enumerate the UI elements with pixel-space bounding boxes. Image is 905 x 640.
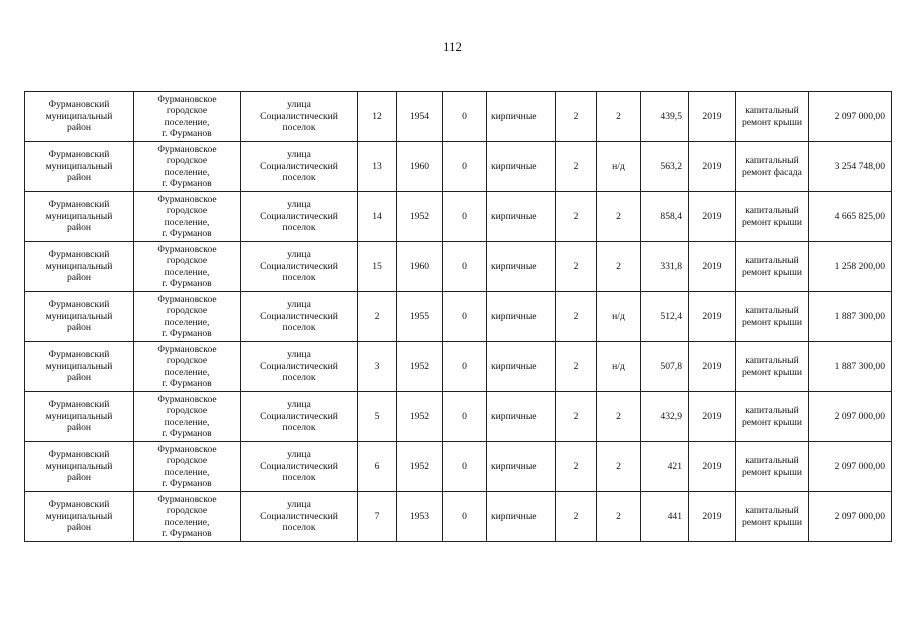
cell-wall-material: кирпичные <box>487 342 556 392</box>
cell-plan-year: 2019 <box>689 392 736 442</box>
cell-wall-material: кирпичные <box>487 392 556 442</box>
cell-area: 858,4 <box>641 192 689 242</box>
cell-district: Фурмановский муниципальный район <box>25 442 134 492</box>
cell-floors: 2 <box>556 442 597 492</box>
cell-entrances: н/д <box>597 142 641 192</box>
cell-house-number: 3 <box>358 342 397 392</box>
cell-district: Фурмановский муниципальный район <box>25 292 134 342</box>
cell-entrances: 2 <box>597 92 641 142</box>
cell-year-built: 1952 <box>397 342 443 392</box>
cell-zero: 0 <box>443 342 487 392</box>
cell-year-built: 1952 <box>397 192 443 242</box>
cell-area: 421 <box>641 442 689 492</box>
cell-house-number: 7 <box>358 492 397 542</box>
cell-street: улица Социалистический поселок <box>241 292 358 342</box>
cell-house-number: 5 <box>358 392 397 442</box>
cell-entrances: н/д <box>597 342 641 392</box>
cell-cost: 2 097 000,00 <box>809 492 892 542</box>
cell-entrances: 2 <box>597 442 641 492</box>
cell-house-number: 12 <box>358 92 397 142</box>
cell-wall-material: кирпичные <box>487 142 556 192</box>
cell-wall-material: кирпичные <box>487 442 556 492</box>
cell-floors: 2 <box>556 242 597 292</box>
cell-floors: 2 <box>556 192 597 242</box>
cell-cost: 2 097 000,00 <box>809 92 892 142</box>
cell-wall-material: кирпичные <box>487 292 556 342</box>
cell-plan-year: 2019 <box>689 442 736 492</box>
cell-work-type: капитальный ремонт крыши <box>736 492 809 542</box>
cell-floors: 2 <box>556 342 597 392</box>
cell-work-type: капитальный ремонт крыши <box>736 292 809 342</box>
cell-zero: 0 <box>443 92 487 142</box>
cell-cost: 4 665 825,00 <box>809 192 892 242</box>
cell-year-built: 1953 <box>397 492 443 542</box>
cell-district: Фурмановский муниципальный район <box>25 92 134 142</box>
cell-zero: 0 <box>443 242 487 292</box>
table-row <box>25 142 892 192</box>
cell-entrances: 2 <box>597 192 641 242</box>
table-row <box>25 192 892 242</box>
table-body <box>25 92 892 542</box>
cell-entrances: 2 <box>597 392 641 442</box>
cell-settlement: Фурмановское городское поселение, г. Фурманов <box>134 192 241 242</box>
cell-year-built: 1960 <box>397 142 443 192</box>
cell-zero: 0 <box>443 442 487 492</box>
cell-wall-material: кирпичные <box>487 492 556 542</box>
cell-area: 432,9 <box>641 392 689 442</box>
cell-floors: 2 <box>556 292 597 342</box>
cell-work-type: капитальный ремонт крыши <box>736 92 809 142</box>
cell-work-type: капитальный ремонт крыши <box>736 242 809 292</box>
cell-settlement: Фурмановское городское поселение, г. Фурманов <box>134 242 241 292</box>
cell-cost: 2 097 000,00 <box>809 442 892 492</box>
table-row <box>25 492 892 542</box>
cell-settlement: Фурмановское городское поселение, г. Фурманов <box>134 342 241 392</box>
cell-floors: 2 <box>556 392 597 442</box>
cell-street: улица Социалистический поселок <box>241 392 358 442</box>
cell-work-type: капитальный ремонт крыши <box>736 342 809 392</box>
cell-district: Фурмановский муниципальный район <box>25 392 134 442</box>
cell-wall-material: кирпичные <box>487 92 556 142</box>
cell-cost: 1 258 200,00 <box>809 242 892 292</box>
cell-entrances: 2 <box>597 492 641 542</box>
cell-street: улица Социалистический поселок <box>241 192 358 242</box>
housing-repair-table <box>24 91 892 542</box>
cell-cost: 1 887 300,00 <box>809 292 892 342</box>
cell-zero: 0 <box>443 292 487 342</box>
cell-settlement: Фурмановское городское поселение, г. Фурманов <box>134 492 241 542</box>
cell-area: 441 <box>641 492 689 542</box>
cell-street: улица Социалистический поселок <box>241 92 358 142</box>
cell-street: улица Социалистический поселок <box>241 242 358 292</box>
cell-cost: 2 097 000,00 <box>809 392 892 442</box>
cell-plan-year: 2019 <box>689 142 736 192</box>
cell-wall-material: кирпичные <box>487 192 556 242</box>
cell-plan-year: 2019 <box>689 342 736 392</box>
cell-area: 331,8 <box>641 242 689 292</box>
cell-work-type: капитальный ремонт фасада <box>736 142 809 192</box>
cell-area: 439,5 <box>641 92 689 142</box>
cell-year-built: 1954 <box>397 92 443 142</box>
cell-zero: 0 <box>443 392 487 442</box>
cell-floors: 2 <box>556 142 597 192</box>
cell-wall-material: кирпичные <box>487 242 556 292</box>
cell-street: улица Социалистический поселок <box>241 342 358 392</box>
table-row <box>25 342 892 392</box>
cell-entrances: н/д <box>597 292 641 342</box>
cell-zero: 0 <box>443 142 487 192</box>
cell-house-number: 14 <box>358 192 397 242</box>
cell-floors: 2 <box>556 492 597 542</box>
cell-area: 512,4 <box>641 292 689 342</box>
cell-entrances: 2 <box>597 242 641 292</box>
page-number: 112 <box>442 39 463 54</box>
cell-settlement: Фурмановское городское поселение, г. Фурманов <box>134 142 241 192</box>
cell-plan-year: 2019 <box>689 492 736 542</box>
cell-street: улица Социалистический поселок <box>241 442 358 492</box>
cell-plan-year: 2019 <box>689 242 736 292</box>
cell-floors: 2 <box>556 92 597 142</box>
cell-cost: 1 887 300,00 <box>809 342 892 392</box>
cell-district: Фурмановский муниципальный район <box>25 192 134 242</box>
cell-street: улица Социалистический поселок <box>241 492 358 542</box>
table-row <box>25 92 892 142</box>
cell-house-number: 2 <box>358 292 397 342</box>
table-row <box>25 392 892 442</box>
cell-zero: 0 <box>443 492 487 542</box>
cell-area: 507,8 <box>641 342 689 392</box>
cell-settlement: Фурмановское городское поселение, г. Фурманов <box>134 292 241 342</box>
cell-district: Фурмановский муниципальный район <box>25 242 134 292</box>
cell-house-number: 13 <box>358 142 397 192</box>
cell-zero: 0 <box>443 192 487 242</box>
cell-plan-year: 2019 <box>689 92 736 142</box>
cell-district: Фурмановский муниципальный район <box>25 342 134 392</box>
cell-settlement: Фурмановское городское поселение, г. Фурманов <box>134 92 241 142</box>
cell-year-built: 1952 <box>397 442 443 492</box>
cell-work-type: капитальный ремонт крыши <box>736 192 809 242</box>
table-row <box>25 242 892 292</box>
cell-house-number: 6 <box>358 442 397 492</box>
cell-plan-year: 2019 <box>689 192 736 242</box>
cell-year-built: 1955 <box>397 292 443 342</box>
cell-work-type: капитальный ремонт крыши <box>736 442 809 492</box>
cell-district: Фурмановский муниципальный район <box>25 142 134 192</box>
cell-year-built: 1960 <box>397 242 443 292</box>
cell-street: улица Социалистический поселок <box>241 142 358 192</box>
cell-cost: 3 254 748,00 <box>809 142 892 192</box>
cell-house-number: 15 <box>358 242 397 292</box>
cell-plan-year: 2019 <box>689 292 736 342</box>
cell-settlement: Фурмановское городское поселение, г. Фурманов <box>134 392 241 442</box>
cell-district: Фурмановский муниципальный район <box>25 492 134 542</box>
cell-area: 563,2 <box>641 142 689 192</box>
table-row <box>25 442 892 492</box>
cell-settlement: Фурмановское городское поселение, г. Фурманов <box>134 442 241 492</box>
table-row <box>25 292 892 342</box>
cell-year-built: 1952 <box>397 392 443 442</box>
cell-work-type: капитальный ремонт крыши <box>736 392 809 442</box>
